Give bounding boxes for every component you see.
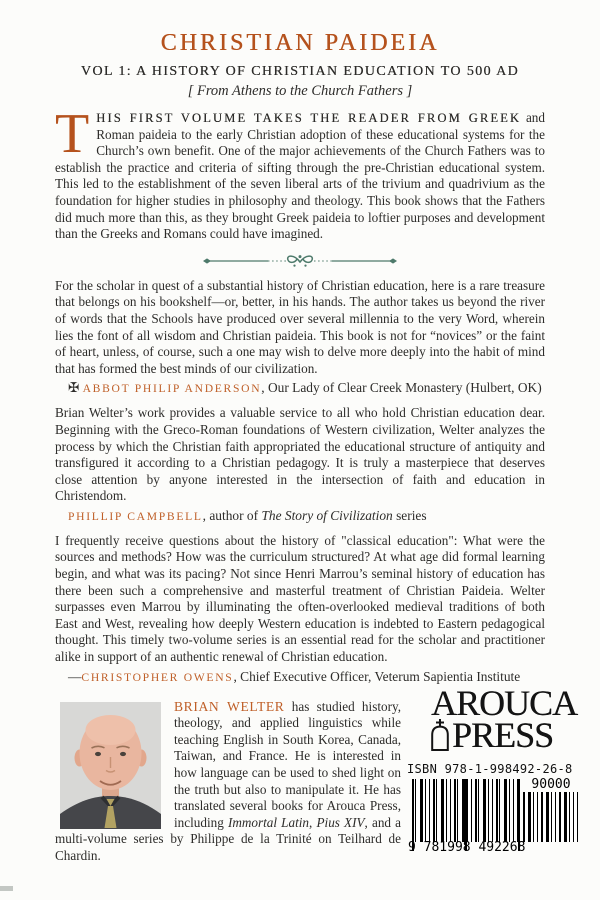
attribution-affiliation-suffix: series	[392, 507, 427, 523]
attribution-work-title: The Story of Civilization	[261, 507, 393, 523]
barcode-digits: 9 781998 492268	[408, 840, 526, 855]
ornamental-divider-icon	[202, 252, 398, 270]
testimonial-attribution	[68, 507, 545, 525]
testimonial-quote: I frequently receive questions about the history of "classical education": What were the sources and methods? How was the curriculum structured? At what age did formal learning begin, and what was its pacing? Not since Henri Marrou’s seminal history of education has there been such a comprehensive and masterful treatment of Christian Paideia. Welter surpasses even Marrou by illuminating the often-overlooked medieval traditions of both East and West, revealing how deeply Western education is indebted to Eastern pedagogical thought. This timely two-volume series is an essential read for the scholar and practitioner alike in support of an authentic renewal of Christian education.	[55, 532, 545, 665]
cross-icon: ✠	[68, 380, 83, 396]
book-subtitle: VOL 1: A HISTORY OF CHRISTIAN EDUCATION TO 500 AD	[80, 64, 520, 79]
attribution-affiliation: , author of	[202, 507, 262, 523]
intro-paragraph	[55, 103, 545, 243]
author-work-title: Immortal Latin	[227, 814, 310, 830]
author-name: BRIAN WELTER	[174, 698, 285, 714]
author-portrait-illustration	[60, 702, 161, 829]
publisher-name-line2: PRESS	[452, 715, 554, 755]
author-bio-separator: ,	[309, 814, 317, 830]
drop-cap-letter: T	[55, 103, 90, 165]
publisher-name-line1: AROUCA	[431, 683, 578, 723]
author-work-title: Pius XIV	[316, 814, 365, 830]
testimonial-quote: Brian Welter’s work provides a valuable service to all who hold Christian education dear. Beginning with the Greco-Roman foundations of Western civilization, Welter analyzes the process by which the Christian faith appropriated the educational structure of antiquity and transfigured it according to a Christian pedagogy. It is truly a masterpiece that deserves close attention by anyone interested in the intersection of faith and education in Christendom.	[55, 405, 545, 504]
attribution-name: PHILLIP CAMPBELL	[68, 509, 203, 523]
author-bio	[55, 699, 401, 865]
attribution-affiliation: , Chief Executive Officer, Veterum Sapientia Institute	[233, 668, 521, 684]
scan-edge-mark	[0, 886, 13, 891]
em-dash: —	[68, 668, 82, 684]
attribution-affiliation: , Our Lady of Clear Creek Monastery (Hulbert, OK)	[261, 380, 542, 396]
attribution-name: CHRISTOPHER OWENS	[81, 670, 234, 684]
isbn-barcode	[407, 779, 585, 863]
isbn-label: ISBN 978-1-998492-26-8	[407, 762, 573, 776]
author-bio-text: has studied history, theology, and applied linguistics while teaching English in South Korea, Canada, Taiwan, and France. He is interested in how language can be used to shed light on the truth but also to manipulate it. He has translated several books for Arouca Press, including	[174, 698, 402, 830]
barcode-supplement-bars	[523, 792, 578, 842]
intro-body-text: and Roman paideia to the early Christian adoption of these educational systems for the Church’s own benefit. One of the major achievements of the Church Fathers was to establish the practice and criteria of sifting through the pre-Christian educational system. This led to the establishment of the seven liberal arts of the trivium and quadrivium as the foundation for higher studies in philosophy and theology. This book shows that the Fathers did much more than this, as they brought Greek paideia to loftier purposes and development than the Greeks and Romans could have imagined.	[55, 110, 545, 242]
testimonial-quote: For the scholar in quest of a substantial history of Christian education, here is a rare treasure that belongs on his bookshelf—or, better, in his hands. The author takes us beyond the river of words that the Schools have produced over several millennia to the very Word, wherein lies the font of all wisdom and Christian paideia. This book is not for “novices” or the faint of heart, unless, of course, such a one may wish to delve more deeply into the habit of mind that has formed the best minds of our civilization.	[55, 277, 545, 376]
barcode-price-code: 90000	[531, 777, 571, 792]
testimonial-attribution	[68, 379, 545, 397]
author-bio-text: , and a multi-volume series by Philippe de la Trinité on Teilhard de Chardin.	[55, 814, 401, 863]
author-photo	[60, 702, 161, 829]
publisher-column	[407, 683, 585, 863]
book-tagline: [ From Athens to the Church Fathers ]	[187, 83, 413, 99]
intro-opening-caps: HIS FIRST VOLUME TAKES THE READER FROM GREEK	[96, 111, 522, 125]
arouca-vessel-cross-icon	[429, 718, 451, 751]
book-title: CHRISTIAN PAIDEIA	[160, 30, 440, 56]
attribution-name: ABBOT PHILIP ANDERSON	[82, 382, 262, 396]
